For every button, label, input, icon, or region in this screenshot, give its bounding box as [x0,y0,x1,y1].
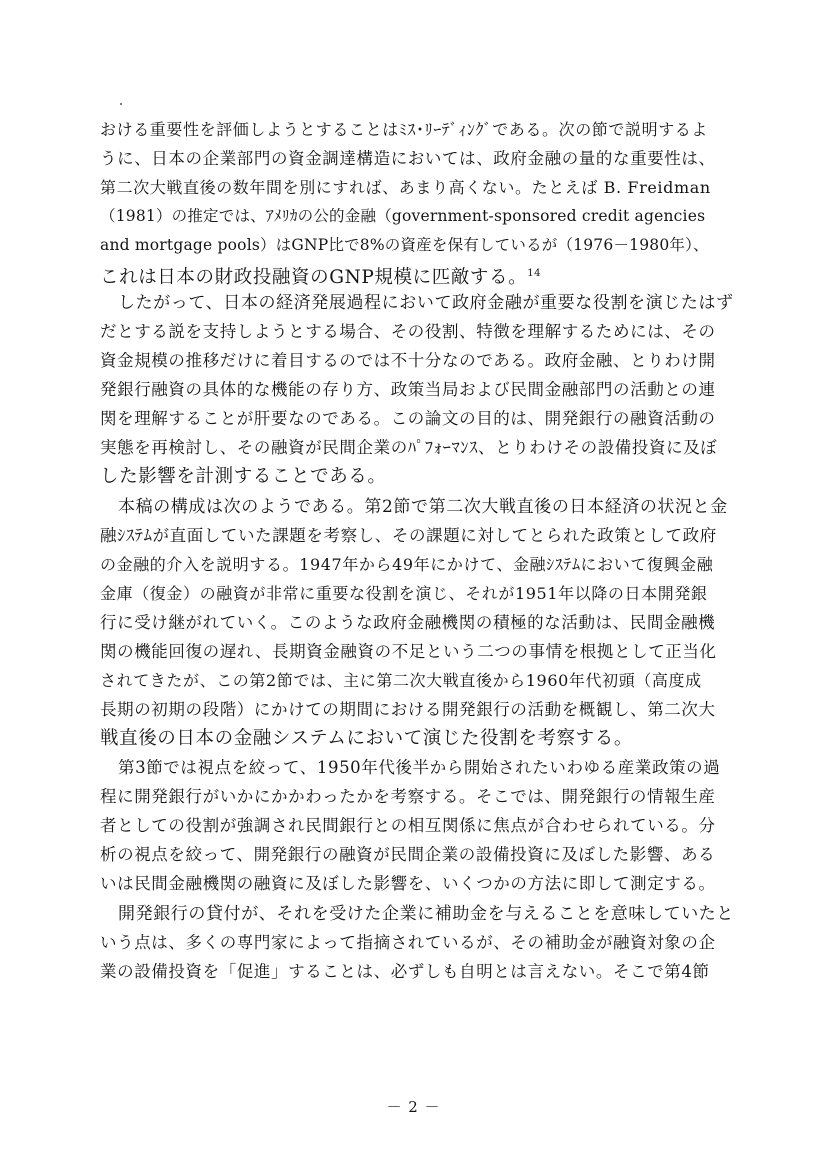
text-line: されてきたが、この第2節では、主に第二次大戦直後から1960年代初頭（高度成 [100,671,702,690]
footnote-marker: 14 [527,268,542,279]
text-line: 発銀行融資の具体的な機能の存り方、政策当局および民間金融部門の活動との連 [100,380,716,399]
text-line: 析の視点を絞って、開発銀行の融資が民間企業の設備投資に及ぼした影響、ある [100,845,716,864]
text-line: おける重要性を評価しようとすることはﾐｽ･ﾘｰﾃﾞｨﾝｸﾞである。次の節で説明するよ [100,120,709,139]
paragraph-start: したがって、日本の経済発展過程において政府金融が重要な役割を演じたはず [118,293,734,313]
page-number: － 2 － [386,1098,441,1116]
paragraph-start: 本稿の構成は次のようである。第2節で第二次大戦直後の日本経済の状況と金 [118,497,728,517]
text-line: 長期の初期の段階）にかけての期間における開発銀行の活動を概観し、第二次大 [100,700,716,719]
scan-speck [120,103,122,105]
text-line: これは日本の財政投融資のGNP規模に匹敵する。 [100,267,528,289]
text-line: 関の機能回復の遅れ、長期資金融資の不足という二つの事情を根拠として正当化 [100,642,717,661]
text-line: 程に開発銀行がいかにかかわったかを考察する。そこでは、開発銀行の情報生産 [100,787,716,806]
text-line: and mortgage pools）はGNP比で8%の資産を保有しているが（1976－1980年）、 [100,236,709,254]
text-line: 業の設備投資を「促進」することは、必ずしも自明とは言えない。そこで第4節 [100,962,710,981]
text-line: だとする説を支持しようとする場合、その役割、特徴を理解するためには、その [100,322,716,341]
text-line: いう点は、多くの専門家によって指摘されているが、その補助金が融資対象の企 [100,933,716,952]
text-line: 実態を再検討し、その融資が民間企業のﾊﾟﾌｫｰﾏﾝｽ、とりわけその設備投資に及ぼ [100,438,718,457]
text-line: 関を理解することが肝要なのである。この論文の目的は、開発銀行の融資活動の [100,409,716,428]
text-line: 金庫（復金）の融資が非常に重要な役割を演じ、それが1951年以降の日本開発銀 [100,584,708,603]
text-line-with-footnote [100,262,717,290]
text-line: うに、日本の企業部門の資金調達構造においては、政府金融の量的な重要性は、 [100,149,716,168]
text-line: した影響を計測することである。 [100,466,387,487]
paragraph-start: 開発銀行の貸付が、それを受けた企業に補助金を与えることを意味していたと [118,904,734,924]
text-line: （1981）の推定では、ｱﾒﾘｶの公的金融（government-sponsored credit agencies [100,207,706,225]
text-line: 融ｼｽﾃﾑが直面していた課題を考察し、その課題に対してとられた政策として政府 [100,526,717,545]
text-line: いは民間金融機関の融資に及ぼした影響を、いくつかの方法に即して測定する。 [100,874,716,893]
paragraph-start: 第3節では視点を絞って、1950年代後半から開始されたいわゆる産業政策の過 [118,758,721,777]
text-line: 資金規模の推移だけに着目するのでは不十分なのである。政府金融、とりわけ開 [100,351,716,370]
text-line: 者としての役割が強調され民間銀行との相互関係に焦点が合わせられている。分 [100,816,716,835]
text-line: 行に受け継がれていく。このような政府金融機関の積極的な活動は、民間金融機 [100,613,716,632]
text-line: の金融的介入を説明する。1947年から49年にかけて、金融ｼｽﾃﾑにおいて復興金融 [100,555,714,574]
text-line: 戦直後の日本の金融システムにおいて演じた役割を考察する。 [100,728,633,749]
text-line: 第二次大戦直後の数年間を別にすれば、あまり高くない。たとえば B. Freidman [100,178,711,197]
